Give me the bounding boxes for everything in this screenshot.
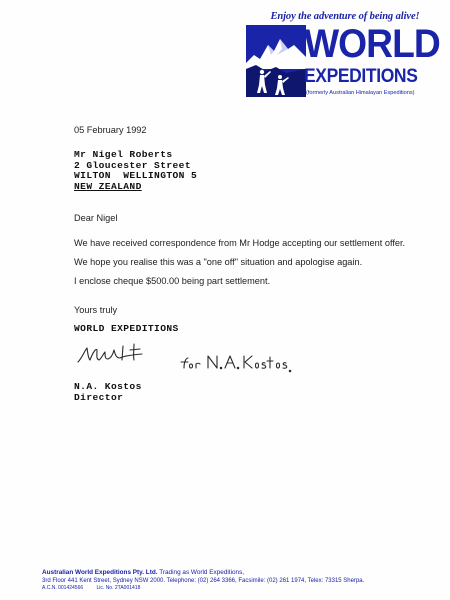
- salutation: Dear Nigel: [74, 213, 118, 223]
- letter-date: 05 February 1992: [74, 125, 147, 135]
- letterhead-footer: [42, 569, 442, 592]
- closing: Yours truly: [74, 305, 118, 315]
- recipient-city: WILTON WELLINGTON 5: [74, 170, 198, 182]
- signer-title: Director: [74, 392, 124, 403]
- footer-trading-name: Trading as World Expeditions,: [159, 569, 245, 576]
- signer-name: N.A. Kostos: [74, 381, 142, 392]
- sender-company: WORLD EXPEDITIONS: [74, 323, 179, 334]
- body-paragraph: We hope you realise this was a "one off" situation and apologise again.: [74, 257, 363, 267]
- recipient-address: [74, 150, 197, 192]
- recipient-country: NEW ZEALAND: [74, 180, 142, 192]
- recipient-street: 2 Gloucester Street: [74, 159, 191, 171]
- brand-former-name-note: (formerly Australian Himalayan Expeditions): [306, 90, 415, 96]
- brand-name-world: WORLD: [304, 22, 440, 66]
- footer-licence: Lic. No. 2TA001418: [96, 585, 141, 591]
- body-paragraph: We have received correspondence from Mr Hodge accepting our settlement offer.: [74, 238, 406, 248]
- handwritten-signature: [76, 340, 296, 380]
- mountain-climbers-logo-icon: [246, 25, 306, 97]
- footer-company-name: Australian World Expeditions Pty. Ltd.: [42, 569, 158, 576]
- recipient-name: Mr Nigel Roberts: [74, 149, 173, 160]
- brand-name-expeditions: EXPEDITIONS: [304, 66, 418, 87]
- footer-acn: A.C.N. 001424566: [42, 585, 84, 591]
- footer-address: 3rd Floor 441 Kent Street, Sydney NSW 2000. Telephone: (02) 264 3366, Facsimile: (02) 261 1974, Telex: 73315 Sherpa.: [42, 578, 365, 584]
- body-paragraph: I enclose cheque $500.00 being part settlement.: [74, 276, 271, 286]
- letterhead-tagline: Enjoy the adventure of being alive!: [270, 11, 420, 22]
